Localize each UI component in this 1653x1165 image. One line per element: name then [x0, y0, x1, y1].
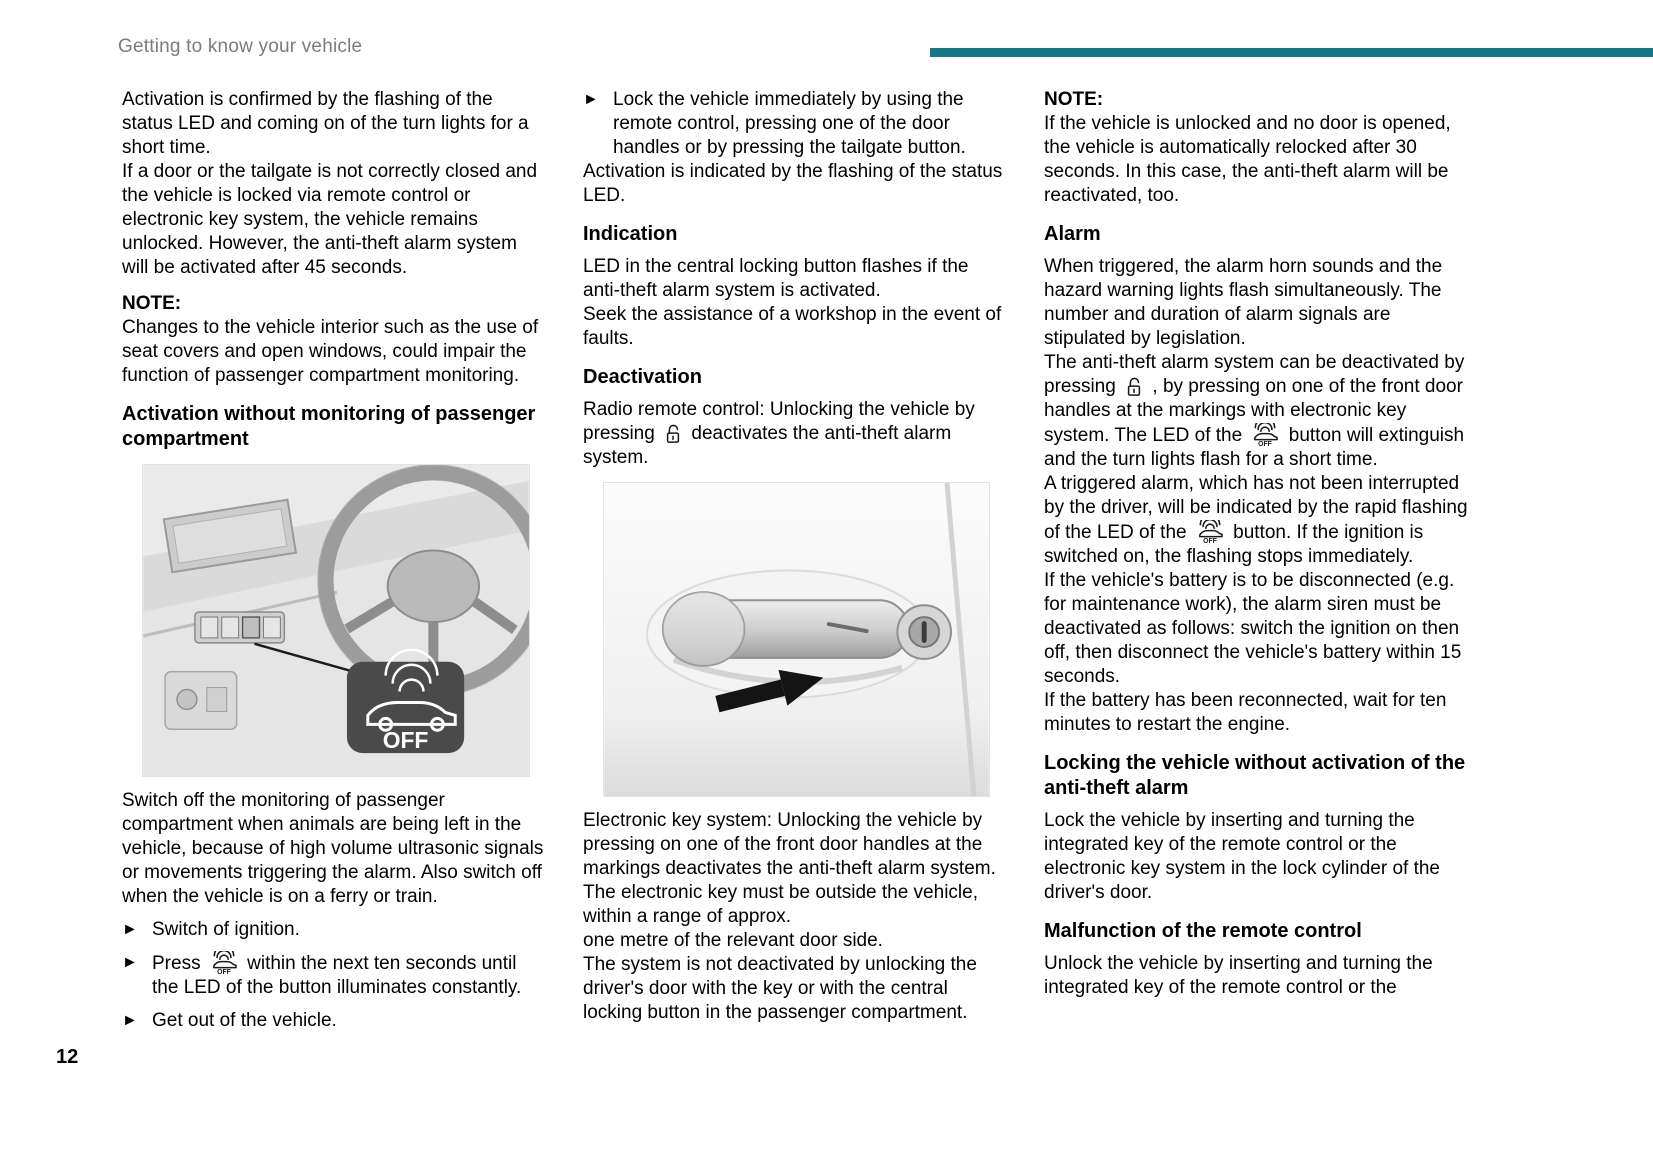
bullet-text: Get out of the vehicle.	[152, 1010, 337, 1031]
paragraph: Seek the assistance of a workshop in the event of faults.	[583, 304, 1002, 349]
unlock-icon	[664, 423, 682, 445]
paragraph-post: deactivates the anti-theft alarm system.	[583, 423, 952, 468]
bullet-text: Lock the vehicle immediately by using the remote control, pressing one of the door handles or by pressing the tailgate button.	[613, 89, 966, 158]
paragraph: If a door or the tailgate is not correctly closed and the vehicle is locked via remote control or electronic key system, the vehicle remains unlocked. However, the anti-theft alarm system will be activated after 45 seconds.	[122, 161, 538, 278]
paragraph: Activation is indicated by the flashing of the status LED.	[583, 161, 1003, 206]
page-number: 12	[56, 1046, 79, 1068]
door-handle	[663, 592, 908, 666]
paragraph-post: button will extinguish and the turn lights flash for a short time.	[1044, 425, 1465, 470]
paragraph: Switch off the monitoring of passenger compartment when animals are being left in the vehicle, because of high volume ultrasonic signals or movements triggering the alarm. Also switch off when the vehicle is on a ferry or train.	[122, 790, 544, 907]
bullet-text: Switch of ignition.	[152, 919, 300, 940]
bullet-arrow-icon: ►	[583, 91, 599, 108]
paragraph: If the battery has been reconnected, wait for ten minutes to restart the engine.	[1044, 690, 1447, 735]
bullet-arrow-icon: ►	[122, 1012, 138, 1029]
lock-cylinder	[897, 605, 951, 659]
paragraph: Unlock the vehicle by inserting and turning the integrated key of the remote control or the	[1044, 953, 1433, 998]
bullet-arrow-icon: ►	[122, 954, 138, 971]
header-accent-rule	[930, 48, 1653, 57]
svg-text:OFF: OFF	[216, 969, 231, 975]
monitoring-off-button-panel	[195, 612, 284, 643]
door-handle-illustration	[603, 482, 1007, 797]
heading-deactivation: Deactivation	[583, 366, 702, 388]
paragraph-mid: , by pressing on one of the front door handles at the markings with electronic key system. The LED of the	[1044, 376, 1463, 446]
instruction-bullet	[122, 918, 546, 942]
paragraph	[583, 398, 1007, 470]
heading-indication: Indication	[583, 223, 678, 245]
paragraph: LED in the central locking button flashes if the anti-theft alarm system is activated.	[583, 256, 969, 301]
unlock-icon	[1125, 376, 1143, 398]
svg-text:OFF: OFF	[1202, 538, 1217, 544]
paragraph: When triggered, the alarm horn sounds and the hazard warning lights flash simultaneously. The number and duration of alarm signals are stipulated by legislation.	[1044, 256, 1443, 349]
bullet-text-post: within the next ten seconds until the LED of the button illuminates constantly.	[152, 953, 522, 998]
note-label: NOTE:	[1044, 89, 1104, 110]
instruction-bullet	[122, 951, 546, 1000]
column-3	[1044, 88, 1468, 1033]
dashboard-figure-svg	[142, 464, 530, 777]
paragraph: Electronic key system: Unlocking the vehicle by pressing on one of the front door handles at the markings deactivates the anti-theft alarm system.	[583, 810, 996, 879]
paragraph: one metre of the relevant door side.	[583, 930, 883, 951]
column-2	[583, 88, 1007, 1033]
instruction-bullet	[583, 88, 1007, 160]
dashboard-illustration	[142, 464, 546, 777]
paragraph: Lock the vehicle by inserting and turning the integrated key of the remote control or the electronic key system in the lock cylinder of the driver's door.	[1044, 810, 1441, 903]
paragraph-post: button. If the ignition is switched on, the flashing stops immediately.	[1044, 522, 1424, 567]
monitoring-off-icon	[210, 951, 238, 975]
monitoring-off-callout	[347, 650, 464, 753]
paragraph-pre: A triggered alarm, which has not been interrupted by the driver, will be indicated by the rapid flashing of the LED of the	[1044, 473, 1468, 543]
page-header: Getting to know your vehicle	[118, 36, 363, 57]
paragraph	[1044, 472, 1468, 569]
bullet-text	[152, 951, 546, 1000]
lower-console	[165, 672, 237, 730]
heading-activation-without-monitoring: Activation without monitoring of passenger compartment	[122, 403, 536, 450]
paragraph: The electronic key must be outside the vehicle, within a range of approx.	[583, 882, 978, 927]
paragraph-pre: Radio remote control: Unlocking the vehicle by pressing	[583, 399, 975, 444]
page-content	[122, 88, 1468, 1033]
note-text: If the vehicle is unlocked and no door is opened, the vehicle is automatically relocked after 30 seconds. In this case, the anti-theft alarm will be reactivated, too.	[1044, 113, 1451, 206]
paragraph: The system is not deactivated by unlocking the driver's door with the key or with the central locking button in the passenger compartment.	[583, 954, 977, 1023]
bullet-arrow-icon: ►	[122, 921, 138, 938]
monitoring-off-icon	[1196, 520, 1224, 544]
paragraph	[1044, 351, 1468, 472]
bullet-text-pre: Press	[152, 953, 201, 974]
heading-alarm: Alarm	[1044, 223, 1101, 245]
note-label: NOTE:	[122, 293, 182, 314]
instruction-bullet	[122, 1009, 546, 1033]
door-handle-figure-svg	[603, 482, 990, 797]
heading-malfunction-remote: Malfunction of the remote control	[1044, 920, 1362, 942]
monitoring-off-icon	[1251, 423, 1279, 447]
heading-locking-without-alarm: Locking the vehicle without activation of the anti-theft alarm	[1044, 752, 1466, 799]
column-1	[122, 88, 546, 1033]
paragraph: If the vehicle's battery is to be disconnected (e.g. for maintenance work), the alarm siren must be deactivated as follows: switch the ignition on then off, then disconnect the vehicle's battery within 15 seconds.	[1044, 570, 1462, 687]
off-callout-label: OFF	[382, 727, 429, 754]
paragraph-pre: The anti-theft alarm system can be deactivated by pressing	[1044, 352, 1465, 397]
paragraph: Activation is confirmed by the flashing of the status LED and coming on of the turn lights for a short time.	[122, 89, 529, 158]
note-text: Changes to the vehicle interior such as the use of seat covers and open windows, could impair the function of passenger compartment monitoring.	[122, 317, 539, 386]
svg-text:OFF: OFF	[1258, 441, 1273, 447]
